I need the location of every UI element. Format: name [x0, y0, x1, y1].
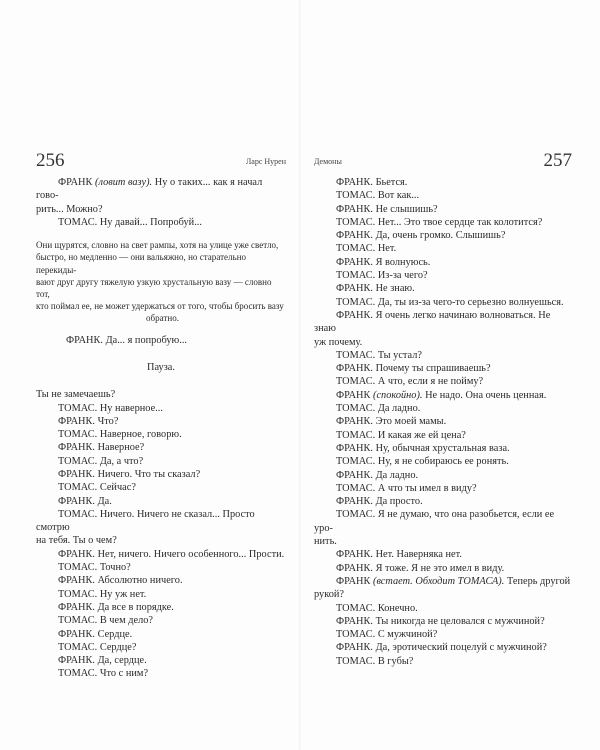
- dialogue-line: ФРАНК. Да... я попробую...: [66, 334, 188, 346]
- dialogue-line: ФРАНК. Я волнуюсь.: [336, 256, 431, 268]
- dialogue-line: ФРАНК. Нет, ничего. Ничего особенного... Прости.: [58, 548, 285, 560]
- stage-direction-block: [36, 239, 286, 324]
- pause-direction: Пауза.: [147, 361, 175, 373]
- stage-direction-line: Они щурятся, словно на свет рампы, хотя на улице уже светло,: [36, 240, 279, 251]
- speaker-name: ФРАНК: [336, 575, 371, 587]
- dialogue-text: Ну о таких... как я начал гово-: [36, 177, 263, 202]
- dialogue-line: ТОМАС. Точно?: [58, 562, 131, 574]
- dialogue-line: ТОМАС. Я не думаю, что она разобьется, если ее уро-: [314, 509, 555, 534]
- dialogue-line: ТОМАС. Да ладно.: [336, 403, 421, 415]
- dialogue-line: ФРАНК. Да, эротический поцелуй с мужчиной?: [336, 642, 547, 654]
- dialogue-line: ТОМАС. А что, если я не пойму?: [336, 376, 484, 388]
- dialogue-line: ФРАНК. Ну, обычная хрустальная ваза.: [336, 442, 510, 454]
- stage-direction: (спокойно).: [373, 389, 423, 401]
- dialogue-line: ТОМАС. Ну уж нет.: [58, 588, 147, 600]
- stage-direction-line: вают друг другу тяжелую узкую хрустальную вазу — словно тот,: [36, 276, 272, 299]
- dialogue-line: ФРАНК. Не знаю.: [336, 283, 415, 295]
- dialogue-line: ТОМАС. Ну давай... Попробуй...: [58, 216, 202, 228]
- dialogue-line: ФРАНК. Да просто.: [336, 496, 423, 508]
- dialogue-line: ФРАНК. Ничего. Что ты сказал?: [58, 468, 201, 480]
- dialogue-line: ФРАНК. Наверное?: [58, 442, 145, 454]
- dialogue-line: ТОМАС. Конечно.: [336, 602, 418, 614]
- dialogue-line: уж почему.: [314, 336, 363, 348]
- dialogue-line: ФРАНК. Абсолютно ничего.: [58, 575, 183, 587]
- left-running-head: Ларс Нурен: [245, 157, 286, 166]
- dialogue-text: Теперь другой: [504, 575, 571, 587]
- left-page-text: [36, 176, 286, 681]
- dialogue-line: на тебя. Ты о чем?: [36, 535, 117, 547]
- stage-direction-line: кто поймал ее, не может удержаться от того, чтобы бросить вазу: [36, 301, 284, 312]
- speaker-name: ФРАНК: [336, 389, 371, 401]
- right-running-head: Демоны: [314, 157, 342, 166]
- dialogue-line: ФРАНК. Ты никогда не целовался с мужчиной?: [336, 615, 545, 627]
- dialogue-line: ТОМАС. Ну, я не собираюсь ее ронять.: [336, 456, 509, 468]
- stage-direction-line: обратно.: [146, 313, 180, 324]
- dialogue-line: нить.: [314, 536, 337, 548]
- dialogue-line: ФРАНК. Я очень легко начинаю волноваться. Не знаю: [314, 309, 551, 335]
- right-page-number: 257: [543, 150, 572, 171]
- dialogue-line: ТОМАС. Ничего. Ничего не сказал... Просто смотрю: [36, 508, 255, 534]
- dialogue-line: рить... Можно?: [36, 203, 103, 215]
- dialogue-line: ФРАНК. Да, очень громко. Слышишь?: [336, 230, 506, 242]
- dialogue-line: [314, 575, 572, 588]
- dialogue-line: ФРАНК. Не слышишь?: [336, 203, 438, 215]
- dialogue-line: ТОМАС. Ну наверное...: [58, 402, 163, 414]
- dialogue-line: ФРАНК. Да, сердце.: [58, 655, 147, 667]
- dialogue-line: ТОМАС. Сейчас?: [58, 482, 136, 494]
- stage-direction: (ловит вазу).: [95, 177, 153, 188]
- dialogue-line: ТОМАС. С мужчиной?: [336, 629, 438, 641]
- dialogue-line: ФРАНК. Да.: [58, 495, 112, 507]
- dialogue-line: ТОМАС. Ты устал?: [336, 349, 422, 361]
- dialogue-line: рукой?: [314, 589, 344, 601]
- right-page-text: [314, 176, 572, 668]
- dialogue-line: ТОМАС. В губы?: [336, 655, 414, 667]
- left-page-number: 256: [36, 150, 65, 171]
- dialogue-line: ТОМАС. А что ты имел в виду?: [336, 482, 477, 494]
- dialogue-line: ТОМАС. Да, а что?: [58, 455, 144, 467]
- dialogue-line: Ты не замечаешь?: [36, 389, 116, 401]
- left-page: [36, 150, 286, 681]
- book-gutter: [299, 0, 301, 750]
- left-page-header: [36, 150, 286, 176]
- dialogue-line: [314, 389, 572, 402]
- dialogue-line: ТОМАС. Наверное, говорю.: [58, 429, 182, 441]
- dialogue-line: ТОМАС. Нет... Это твое сердце так колотится?: [336, 216, 543, 228]
- stage-direction: (встает. Обходит ТОМАСА).: [373, 575, 505, 587]
- dialogue-line: ФРАНК. Сердце.: [58, 628, 133, 640]
- dialogue-line: ТОМАС. В чем дело?: [58, 615, 153, 627]
- dialogue-line: ТОМАС. Да, ты из-за чего-то серьезно волнуешься.: [336, 296, 564, 308]
- dialogue-line: ФРАНК. Бьется.: [336, 177, 408, 188]
- dialogue-line: ФРАНК. Да ладно.: [336, 469, 419, 481]
- right-page: [314, 150, 572, 668]
- dialogue-line: ФРАНК. Нет. Наверняка нет.: [336, 549, 462, 561]
- dialogue-line: ФРАНК. Я тоже. Я не это имел в виду.: [336, 562, 505, 574]
- dialogue-line: ФРАНК. Да все в порядке.: [58, 601, 174, 613]
- speaker-name: ФРАНК: [58, 177, 93, 188]
- dialogue-text: Не надо. Она очень ценная.: [422, 389, 547, 401]
- dialogue-line: ФРАНК. Это моей мамы.: [336, 416, 447, 428]
- dialogue-line: ТОМАС. Нет.: [336, 243, 397, 255]
- dialogue-line: [36, 176, 286, 203]
- dialogue-line: ТОМАС. И какая же ей цена?: [336, 429, 466, 441]
- dialogue-line: ФРАНК. Что?: [58, 415, 119, 427]
- dialogue-line: ТОМАС. Вот как...: [336, 190, 420, 202]
- stage-direction-line: быстро, но медленно — они вальяжно, но старательно перекиды-: [36, 252, 247, 275]
- right-page-header: [314, 150, 572, 176]
- dialogue-line: ТОМАС. Что с ним?: [58, 668, 149, 680]
- dialogue-line: ТОМАС. Сердце?: [58, 641, 137, 653]
- dialogue-line: ФРАНК. Почему ты спрашиваешь?: [336, 363, 491, 375]
- dialogue-line: ТОМАС. Из-за чего?: [336, 270, 428, 282]
